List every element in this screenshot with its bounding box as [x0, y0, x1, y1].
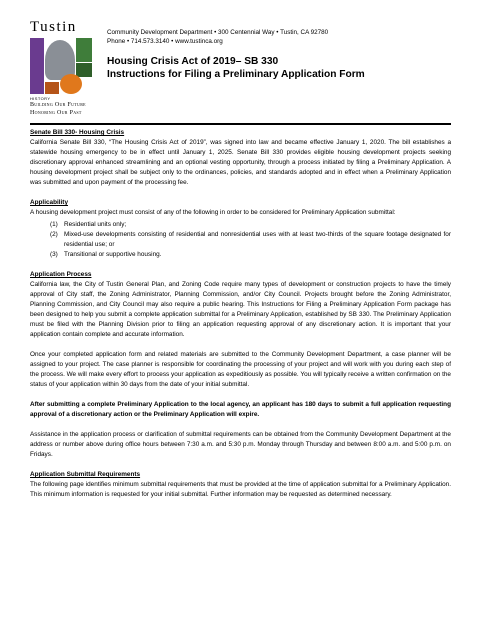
list-item: [50, 220, 451, 230]
list-item-number: (3): [50, 251, 58, 258]
contact-address: Community Development Department • 300 Centennial Way • Tustin, CA 92780: [107, 29, 329, 36]
logo-wordmark: Tustin: [30, 19, 77, 35]
list-item: [50, 230, 451, 250]
logo-history-label: HISTORY: [30, 96, 51, 101]
page-title: [107, 55, 365, 81]
applicability-list: [50, 220, 451, 260]
header-divider: [30, 123, 451, 125]
process-paragraph-1: California law, the City of Tustin General Plan, and Zoning Code require many types of development or construction projects to have the timely approval of City staff, the Zoning Administrator, Planning Commission, and/or City Council. Projects brought before the Zoning Administrator, Planning Commission, and City Council may also require a public hearing. This Instructions for Filing a Preliminary Application Form package has been designed to help you submit a complete application submittal for a Preliminary Application, established by SB 330. The Preliminary Application must be filed with the Planning Division prior to filing an application requesting approval of any discretionary action. It is important that your application contain complete and accurate information.: [30, 281, 451, 338]
department-contact: [107, 28, 328, 46]
logo-emblem-icon: [30, 38, 92, 94]
sb330-heading: Senate Bill 330- Housing Crisis: [30, 129, 125, 136]
applicability-heading: Applicability: [30, 199, 68, 206]
list-item-number: (1): [50, 221, 58, 228]
title-line-1: Housing Crisis Act of 2019– SB 330: [107, 56, 279, 67]
title-line-2: Instructions for Filing a Preliminary Application Form: [107, 69, 365, 80]
expiration-notice: After submitting a complete Preliminary Application to the local agency, an applicant has 180 days to submit a full application requesting approval of a discretionary action or the Preliminary Application will expire.: [30, 401, 451, 418]
logo-tagline-2: Honoring Our Past: [30, 110, 82, 116]
document-body: [30, 128, 451, 500]
process-heading: Application Process: [30, 271, 92, 278]
list-item-text: Mixed-use developments consisting of residential and nonresidential uses with at least two-thirds of the square footage designated for residential use; or: [64, 231, 451, 248]
requirements-paragraph: The following page identifies minimum submittal requirements that must be provided at the time of application submittal for a Preliminary Application. This minimum information is requested for your initial submittal. Further information may be requested as determined necessary.: [30, 481, 451, 498]
process-paragraph-3: Assistance in the application process or clarification of submittal requirements can be obtained from the Community Development Department at the address or number above during office hours between 7:30 a.m. and 5:30 p.m. Monday through Thursday and between 8:00 a.m. and 5:00 p.m. on Fridays.: [30, 431, 451, 458]
requirements-heading: Application Submittal Requirements: [30, 471, 141, 478]
list-item-text: Transitional or supportive housing.: [64, 251, 162, 258]
applicability-paragraph: A housing development project must consist of any of the following in order to be considered for Preliminary Application submittal:: [30, 209, 396, 216]
list-item-text: Residential units only;: [64, 221, 127, 228]
logo-tagline-1: Building Our Future: [30, 102, 86, 108]
contact-phone-web: Phone • 714.573.3140 • www.tustinca.org: [107, 38, 223, 45]
list-item: [50, 250, 451, 260]
tustin-logo: [30, 20, 102, 140]
list-item-number: (2): [50, 231, 58, 238]
sb330-paragraph: California Senate Bill 330, “The Housing Crisis Act of 2019”, was signed into law and became effective January 1, 2020. The bill establishes a statewide housing emergency to be in effect until January 1, 2025. Senate Bill 330 provides eligible housing development projects seeking discretionary approval enhanced streamlining and an optional vesting opportunity, through a process initiated by filing a Preliminary Application. A housing development project shall be subject only to the ordinances, policies, and standards adopted and in effect when a Preliminary Application was submitted and upon payment of the processing fee.: [30, 139, 451, 186]
process-paragraph-2: Once your completed application form and related materials are submitted to the Community Development Department, a case planner will be assigned to your project. The case planner is responsible for coordinating the processing of your project and will work with you during each step of the process. We will make every effort to process your application as expeditiously as possible. You will typically receive a written confirmation on the status of your application within 30 days from the date of your initial submittal.: [30, 351, 451, 388]
